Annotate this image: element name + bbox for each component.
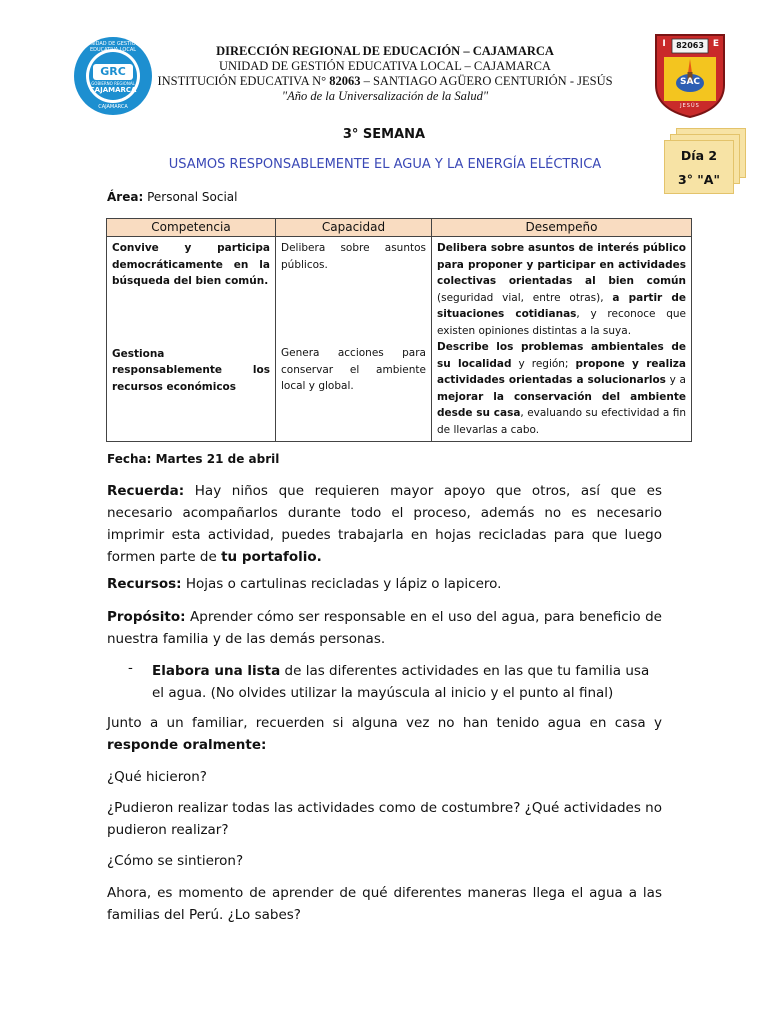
shield-letter-right: E: [712, 39, 720, 49]
desempeno-2: Describe los problemas ambientales de su localidad y región; propone y realiza actividades orientadas a solucionarlos y a mejorar la conservación del ambiente desde su casa, evaluando su efectividad a fin de llevarlas a cabo.: [437, 341, 686, 436]
header-line-2: UNIDAD DE GESTIÓN EDUCATIVA LOCAL – CAJAMARCA: [219, 59, 551, 73]
recursos-paragraph: Recursos: Hojas o cartulinas recicladas y lápiz o lapicero.: [107, 576, 502, 592]
week-title: 3° SEMANA: [342, 127, 426, 142]
logo-ring-top: UNIDAD DE GESTIÓN EDUCATIVA LOCAL: [86, 41, 140, 53]
proposito-paragraph: Propósito: Aprender cómo ser responsable en el uso del agua, para beneficio de nuestra familia y de las demás personas.: [107, 609, 662, 647]
question-2: ¿Pudieron realizar todas las actividades como de costumbre? ¿Qué actividades no pudieron realizar?: [107, 800, 662, 838]
shield-letter-left: I: [662, 39, 666, 49]
table-header-row: [107, 219, 692, 237]
shield-initials: SAC: [679, 77, 701, 87]
logo-ring-bottom: CAJAMARCA: [98, 104, 128, 110]
main-title: USAMOS RESPONSABLEMENTE EL AGUA Y LA ENERGÍA ELÉCTRICA: [168, 157, 602, 172]
logo-sub1: GOBIERNO REGIONAL: [91, 81, 135, 86]
capacidad-cell: [276, 237, 432, 442]
junto-paragraph: Junto a un familiar, recuerden si alguna vez no han tenido agua en casa y responde oralmente:: [107, 715, 662, 753]
school-shield-logo: [654, 33, 726, 119]
ugel-logo: [73, 36, 153, 116]
header-desempeno: Desempeño: [432, 219, 692, 237]
ahora-paragraph: Ahora, es momento de aprender de qué diferentes maneras llega el agua a las familias del Perú. ¿Lo sabes?: [107, 885, 662, 923]
list-item: Elabora una lista de las diferentes actividades en las que tu familia usa el agua. (No olvides utilizar la mayúscula al inicio y el punto al final): [152, 663, 650, 701]
header-line-3: INSTITUCIÓN EDUCATIVA N° 82063 – SANTIAGO AGÜERO CENTURIÓN - JESÚS: [157, 74, 613, 88]
shield-bottom-text: JESÚS: [680, 103, 700, 109]
header-competencia: Competencia: [107, 219, 276, 237]
list-bullet: -: [128, 660, 133, 676]
desempeno-1: Delibera sobre asuntos de interés público para proponer y participar en actividades colectivas orientadas al bien común (seguridad vial, entre otras), a partir de situaciones cotidianas, y reconoce que existen opiniones distintas a la suya.: [437, 242, 686, 337]
table-row: [107, 237, 692, 442]
area-line: Área: Personal Social: [107, 190, 238, 204]
day-note: [664, 140, 734, 194]
header-capacidad: Capacidad: [276, 219, 432, 237]
capacidad-1: Delibera sobre asuntos públicos.: [281, 242, 426, 271]
logo-initials: GRC: [100, 65, 126, 78]
question-1: ¿Qué hicieron?: [107, 769, 207, 785]
day-label: Día 2: [680, 148, 718, 163]
competencia-cell: [107, 237, 276, 442]
shield-number: 82063: [676, 41, 704, 50]
logo-sub2: CAJAMARCA: [89, 86, 137, 94]
capacidad-2: Genera acciones para conservar el ambiente local y global.: [281, 347, 426, 392]
competencia-2: Gestiona responsablemente los recursos económicos: [112, 347, 270, 393]
recuerda-paragraph: Recuerda: Hay niños que requieren mayor apoyo que otros, así que es necesario acompañarlos durante todo el proceso, además no es necesario imprimir esta actividad, puedes trabajarla en hojas recicladas para que luego formen parte de tu portafolio.: [107, 483, 662, 565]
question-3: ¿Cómo se sintieron?: [107, 853, 244, 869]
header-line-4: "Año de la Universalización de la Salud": [281, 89, 489, 103]
desempeno-cell: [432, 237, 692, 442]
date-line: Fecha: Martes 21 de abril: [107, 452, 280, 466]
competencia-1: Convive y participa democráticamente en la búsqueda del bien común.: [112, 242, 270, 287]
competency-table: [106, 218, 692, 442]
header-line-1: DIRECCIÓN REGIONAL DE EDUCACIÓN – CAJAMARCA: [216, 44, 554, 58]
grade-label: 3° "A": [678, 172, 720, 187]
